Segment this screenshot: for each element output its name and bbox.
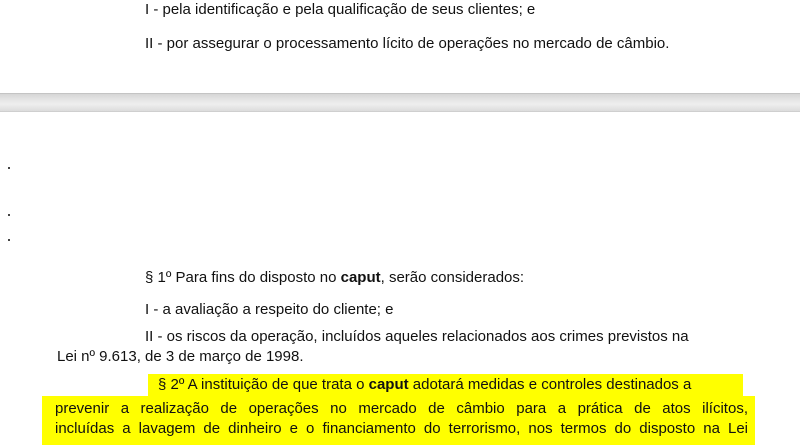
paragraph-2-prefix: § 2º A instituição de que trata o xyxy=(158,376,369,393)
paragraph-2-caput: caput xyxy=(368,376,409,393)
paragraph-2-line-2: prevenir a realização de operações no mercado de câmbio para a prática de atos ilícitos, xyxy=(55,400,748,417)
page-separator xyxy=(0,93,800,112)
paragraph-2-line-3: incluídas a lavagem de dinheiro e o financiamento do terrorismo, nos termos do disposto na Lei xyxy=(55,420,748,437)
item-ii-risks-line-2: Lei nº 9.613, de 3 de março de 1998. xyxy=(57,348,304,365)
item-i-client-assessment: I - a avaliação a respeito do cliente; e xyxy=(145,301,394,318)
margin-mark xyxy=(8,239,10,241)
item-ii-lawful-processing: II - por assegurar o processamento lícito de operações no mercado de câmbio. xyxy=(145,35,670,52)
margin-mark xyxy=(8,167,10,169)
item-i-identification: I - pela identificação e pela qualificação de seus clientes; e xyxy=(145,1,536,18)
item-ii-risks-line-1: II - os riscos da operação, incluídos aqueles relacionados aos crimes previstos na xyxy=(145,328,689,345)
paragraph-2-suffix: adotará medidas e controles destinados a xyxy=(408,376,692,393)
paragraph-1-prefix: § 1º Para fins do disposto no xyxy=(145,269,341,286)
paragraph-2-line-1 xyxy=(158,375,691,395)
paragraph-1-caput: caput xyxy=(340,269,381,286)
document-page-top xyxy=(0,0,800,93)
paragraph-1-heading xyxy=(145,268,524,288)
margin-mark xyxy=(8,214,10,216)
document-page-bottom xyxy=(0,112,800,445)
paragraph-1-suffix: , serão considerados: xyxy=(380,269,525,286)
